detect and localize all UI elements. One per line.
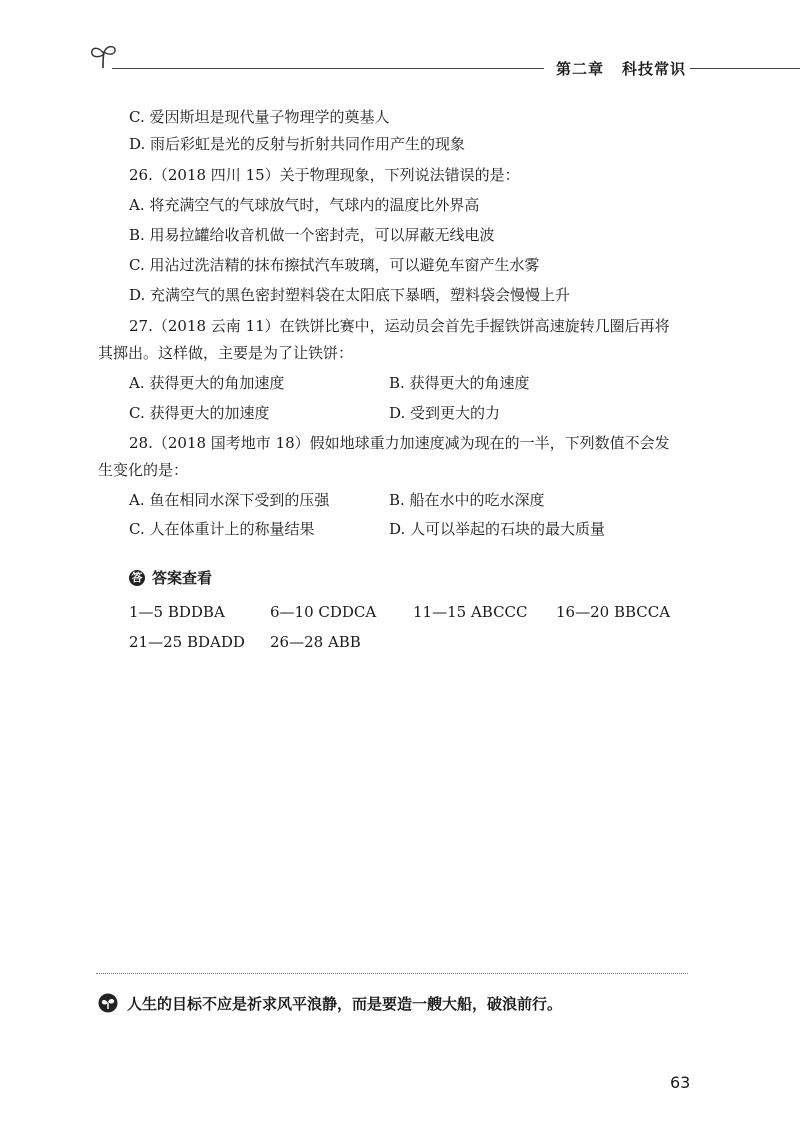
answer-icon: 答 xyxy=(129,570,145,586)
answer-key-group: 16—20 BBCCA xyxy=(556,603,671,621)
q27-option-c: C. 获得更大的加速度 xyxy=(129,404,270,422)
page-header xyxy=(0,0,800,80)
chapter-title: 科技常识 xyxy=(622,60,687,78)
chapter-label: 第二章 xyxy=(556,60,605,78)
sprout-icon xyxy=(86,42,120,70)
page-number: 63 xyxy=(670,1073,691,1092)
q27-option-a: A. 获得更大的角加速度 xyxy=(129,374,285,392)
answer-key-group: 1—5 BDDBA xyxy=(129,603,225,621)
q26-option-b: B. 用易拉罐给收音机做一个密封壳，可以屏蔽无线电波 xyxy=(129,226,495,244)
q26-option-d: D. 充满空气的黑色密封塑料袋在太阳底下暴晒，塑料袋会慢慢上升 xyxy=(129,286,571,304)
q27-stem-line1: 27.（2018 云南 11）在铁饼比赛中，运动员会首先手握铁饼高速旋转几圈后再将 xyxy=(129,317,670,335)
q28-option-b: B. 船在水中的吃水深度 xyxy=(389,491,545,509)
footer-divider xyxy=(96,973,688,974)
q27-option-b: B. 获得更大的角速度 xyxy=(389,374,530,392)
q26-option-c: C. 用沾过洗洁精的抹布擦拭汽车玻璃，可以避免车窗产生水雾 xyxy=(129,256,540,274)
motto-text: 人生的目标不应是祈求风平浪静，而是要造一艘大船，破浪前行。 xyxy=(127,995,563,1013)
answer-key-group: 26—28 ABB xyxy=(270,633,361,651)
sprout-badge-icon xyxy=(98,993,118,1013)
answer-key-group: 6—10 CDDCA xyxy=(270,603,377,621)
q25-option-c: C. 爱因斯坦是现代量子物理学的奠基人 xyxy=(129,108,390,126)
q28-option-a: A. 鱼在相同水深下受到的压强 xyxy=(129,491,330,509)
q28-stem-line2: 生变化的是： xyxy=(98,461,189,479)
chapter-heading xyxy=(556,58,686,79)
answer-key-group: 11—15 ABCCC xyxy=(413,603,528,621)
header-rule-left xyxy=(112,68,544,69)
answer-section-title: 答案查看 xyxy=(152,569,213,587)
q26-option-a: A. 将充满空气的气球放气时，气球内的温度比外界高 xyxy=(129,196,480,214)
q28-option-d: D. 人可以举起的石块的最大质量 xyxy=(389,520,606,538)
q28-stem-line1: 28.（2018 国考地市 18）假如地球重力加速度减为现在的一半，下列数值不会发 xyxy=(129,434,670,452)
q27-option-d: D. 受到更大的力 xyxy=(389,404,501,422)
q28-option-c: C. 人在体重计上的称量结果 xyxy=(129,520,315,538)
answer-key-group: 21—25 BDADD xyxy=(129,633,245,651)
q25-option-d: D. 雨后彩虹是光的反射与折射共同作用产生的现象 xyxy=(129,135,466,153)
q27-stem-line2: 其掷出。这样做，主要是为了让铁饼： xyxy=(98,344,354,362)
header-rule-right xyxy=(690,68,800,69)
q26-stem: 26.（2018 四川 15）关于物理现象，下列说法错误的是： xyxy=(129,166,520,184)
